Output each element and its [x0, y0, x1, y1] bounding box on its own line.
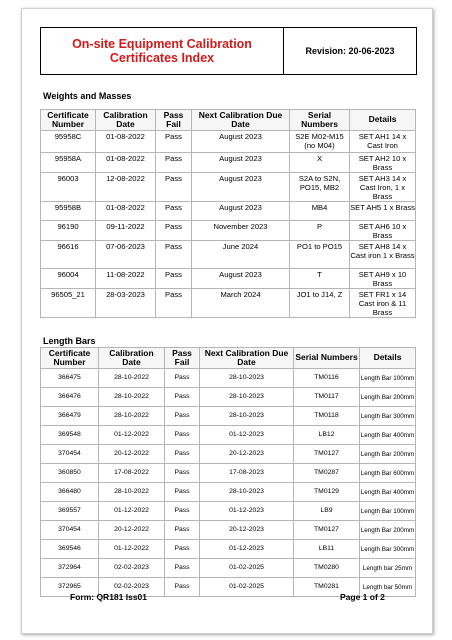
table-row	[41, 483, 416, 502]
serial-numbers-cell: TM0116	[294, 369, 360, 388]
certificate-number-cell: 372964	[41, 559, 99, 578]
calibration-date-cell: 02-02-2023	[99, 559, 165, 578]
calibration-date-cell: 20-12-2022	[99, 445, 165, 464]
serial-numbers-cell: X	[290, 153, 350, 173]
next-due-date-cell: 01-12-2023	[200, 540, 294, 559]
next-due-date-cell: 01-12-2023	[200, 426, 294, 445]
details-cell: SET FR1 x 14 Cast iron & 11 Brass	[350, 289, 416, 318]
pass-fail-cell: Pass	[165, 559, 200, 578]
serial-numbers-cell: TM0127	[294, 445, 360, 464]
certificate-number-cell: 366475	[41, 369, 99, 388]
calibration-date-cell: 12-08-2022	[96, 173, 156, 202]
column-header: Details	[350, 110, 416, 131]
details-cell: Length Bar 300mm	[360, 407, 416, 426]
serial-numbers-cell: LB12	[294, 426, 360, 445]
serial-numbers-cell: TM0118	[294, 407, 360, 426]
table-row	[41, 502, 416, 521]
certificate-number-cell: 360850	[41, 464, 99, 483]
serial-numbers-cell: LB9	[294, 502, 360, 521]
table-row	[41, 388, 416, 407]
pass-fail-cell: Pass	[156, 289, 192, 318]
pass-fail-cell: Pass	[165, 426, 200, 445]
pass-fail-cell: Pass	[156, 202, 192, 221]
details-cell: Length Bar 400mm	[360, 426, 416, 445]
calibration-date-cell: 28-10-2022	[99, 369, 165, 388]
next-due-date-cell: 28-10-2023	[200, 483, 294, 502]
serial-numbers-cell: P	[290, 221, 350, 241]
pass-fail-cell: Pass	[156, 173, 192, 202]
details-cell: Length bar 50mm	[360, 578, 416, 597]
pass-fail-cell: Pass	[156, 221, 192, 241]
serial-numbers-cell: TM0129	[294, 483, 360, 502]
details-cell: Length Bar 100mm	[360, 369, 416, 388]
calibration-date-cell: 28-10-2022	[99, 483, 165, 502]
serial-numbers-cell: LB11	[294, 540, 360, 559]
table-row	[41, 369, 416, 388]
certificate-number-cell: 366476	[41, 388, 99, 407]
next-due-date-cell: August 2023	[192, 173, 290, 202]
column-header: Calibration Date	[96, 110, 156, 131]
certificate-number-cell: 366479	[41, 407, 99, 426]
pass-fail-cell: Pass	[156, 153, 192, 173]
next-due-date-cell: 20-12-2023	[200, 521, 294, 540]
next-due-date-cell: 01-02-2025	[200, 559, 294, 578]
table-row	[41, 559, 416, 578]
pass-fail-cell: Pass	[156, 131, 192, 153]
details-cell: SET AH1 14 x Cast Iron	[350, 131, 416, 153]
details-cell: SET AH6 10 x Brass	[350, 221, 416, 241]
details-cell: SET AH9 x 10 Brass	[350, 269, 416, 289]
table-row	[41, 426, 416, 445]
certificate-number-cell: 96004	[41, 269, 96, 289]
column-header: Serial Numbers	[290, 110, 350, 131]
pass-fail-cell: Pass	[165, 540, 200, 559]
certificate-number-cell: 372965	[41, 578, 99, 597]
next-due-date-cell: March 2024	[192, 289, 290, 318]
pass-fail-cell: Pass	[165, 369, 200, 388]
table-row	[41, 173, 416, 202]
serial-numbers-cell: TM0280	[294, 559, 360, 578]
next-due-date-cell: 01-12-2023	[200, 502, 294, 521]
pass-fail-cell: Pass	[156, 269, 192, 289]
weights-header-row	[41, 110, 416, 131]
details-cell: SET AH8 14 x Cast iron 1 x Brass	[350, 241, 416, 269]
serial-numbers-cell: TM0281	[294, 578, 360, 597]
calibration-date-cell: 01-12-2022	[99, 426, 165, 445]
pass-fail-cell: Pass	[165, 578, 200, 597]
pass-fail-cell: Pass	[165, 407, 200, 426]
calibration-date-cell: 09-11-2022	[96, 221, 156, 241]
certificate-number-cell: 95958C	[41, 131, 96, 153]
details-cell: Length Bar 200mm	[360, 388, 416, 407]
column-header: Serial Numbers	[294, 348, 360, 369]
pass-fail-cell: Pass	[165, 445, 200, 464]
calibration-date-cell: 01-08-2022	[96, 131, 156, 153]
details-cell: SET AH5 1 x Brass	[350, 202, 416, 221]
table-row	[41, 445, 416, 464]
next-due-date-cell: August 2023	[192, 153, 290, 173]
table-row	[41, 153, 416, 173]
pass-fail-cell: Pass	[165, 502, 200, 521]
calibration-date-cell: 01-12-2022	[99, 502, 165, 521]
next-due-date-cell: 20-12-2023	[200, 445, 294, 464]
calibration-date-cell: 02-02-2023	[99, 578, 165, 597]
next-due-date-cell: 28-10-2023	[200, 407, 294, 426]
details-cell: Length Bar 400mm	[360, 483, 416, 502]
calibration-date-cell: 20-12-2022	[99, 521, 165, 540]
column-header: Details	[360, 348, 416, 369]
document-header	[40, 27, 417, 75]
serial-numbers-cell: S2A to S2N, PO15, MB2	[290, 173, 350, 202]
serial-numbers-cell: S2E M02-M15 (no M04)	[290, 131, 350, 153]
certificate-number-cell: 370454	[41, 521, 99, 540]
next-due-date-cell: August 2023	[192, 269, 290, 289]
pass-fail-cell: Pass	[165, 521, 200, 540]
details-cell: Length Bar 600mm	[360, 464, 416, 483]
calibration-date-cell: 28-10-2022	[99, 407, 165, 426]
length-bars-table	[40, 347, 416, 597]
document-page	[21, 8, 433, 634]
certificate-number-cell: 95958A	[41, 153, 96, 173]
column-header: Pass Fail	[165, 348, 200, 369]
pass-fail-cell: Pass	[165, 483, 200, 502]
certificate-number-cell: 369546	[41, 540, 99, 559]
calibration-date-cell: 17-08-2022	[99, 464, 165, 483]
details-cell: Length Bar 200mm	[360, 521, 416, 540]
calibration-date-cell: 11-08-2022	[96, 269, 156, 289]
column-header: Calibration Date	[99, 348, 165, 369]
length-header-row	[41, 348, 416, 369]
table-row	[41, 540, 416, 559]
details-cell: SET AH2 10 x Brass	[350, 153, 416, 173]
serial-numbers-cell: TM0127	[294, 521, 360, 540]
table-row	[41, 131, 416, 153]
pass-fail-cell: Pass	[165, 388, 200, 407]
next-due-date-cell: November 2023	[192, 221, 290, 241]
next-due-date-cell: August 2023	[192, 131, 290, 153]
serial-numbers-cell: MB4	[290, 202, 350, 221]
table-row	[41, 521, 416, 540]
certificate-number-cell: 96190	[41, 221, 96, 241]
details-cell: Length bar 25mm	[360, 559, 416, 578]
serial-numbers-cell: TM0287	[294, 464, 360, 483]
certificate-number-cell: 95958B	[41, 202, 96, 221]
calibration-date-cell: 01-12-2022	[99, 540, 165, 559]
table-row	[41, 241, 416, 269]
calibration-date-cell: 28-03-2023	[96, 289, 156, 318]
certificate-number-cell: 96003	[41, 173, 96, 202]
serial-numbers-cell: JO1 to J14, Z	[290, 289, 350, 318]
column-header: Pass Fail	[156, 110, 192, 131]
pass-fail-cell: Pass	[165, 464, 200, 483]
next-due-date-cell: 01-02-2025	[200, 578, 294, 597]
column-header: Next Calibration Due Date	[200, 348, 294, 369]
serial-numbers-cell: PO1 to PO15	[290, 241, 350, 269]
revision-label: Revision: 20-06-2023	[305, 46, 395, 56]
length-section-heading: Length Bars	[43, 336, 96, 346]
table-row	[41, 202, 416, 221]
column-header: Certificate Number	[41, 110, 96, 131]
table-row	[41, 289, 416, 318]
column-header: Certificate Number	[41, 348, 99, 369]
weights-table	[40, 109, 416, 318]
calibration-date-cell: 28-10-2022	[99, 388, 165, 407]
details-cell: Length Bar 300mm	[360, 540, 416, 559]
certificate-number-cell: 369557	[41, 502, 99, 521]
calibration-date-cell: 01-08-2022	[96, 202, 156, 221]
certificate-number-cell: 366480	[41, 483, 99, 502]
calibration-date-cell: 07-06-2023	[96, 241, 156, 269]
certificate-number-cell: 370454	[41, 445, 99, 464]
serial-numbers-cell: T	[290, 269, 350, 289]
next-due-date-cell: June 2024	[192, 241, 290, 269]
details-cell: SET AH3 14 x Cast Iron, 1 x Brass	[350, 173, 416, 202]
certificate-number-cell: 96616	[41, 241, 96, 269]
serial-numbers-cell: TM0117	[294, 388, 360, 407]
details-cell: Length Bar 200mm	[360, 445, 416, 464]
certificate-number-cell: 96505_21	[41, 289, 96, 318]
next-due-date-cell: 17-08-2023	[200, 464, 294, 483]
pass-fail-cell: Pass	[156, 241, 192, 269]
certificate-number-cell: 369548	[41, 426, 99, 445]
table-row	[41, 464, 416, 483]
calibration-date-cell: 01-08-2022	[96, 153, 156, 173]
table-row	[41, 407, 416, 426]
table-row	[41, 269, 416, 289]
document-title: On-site Equipment Calibration Certificates Index	[41, 28, 284, 74]
form-number: Form: QR181 Iss01	[70, 592, 148, 602]
page-number: Page 1 of 2	[340, 592, 385, 602]
column-header: Next Calibration Due Date	[192, 110, 290, 131]
next-due-date-cell: August 2023	[192, 202, 290, 221]
table-row	[41, 221, 416, 241]
weights-section-heading: Weights and Masses	[43, 91, 132, 101]
details-cell: Length Bar 100mm	[360, 502, 416, 521]
next-due-date-cell: 28-10-2023	[200, 369, 294, 388]
next-due-date-cell: 28-10-2023	[200, 388, 294, 407]
